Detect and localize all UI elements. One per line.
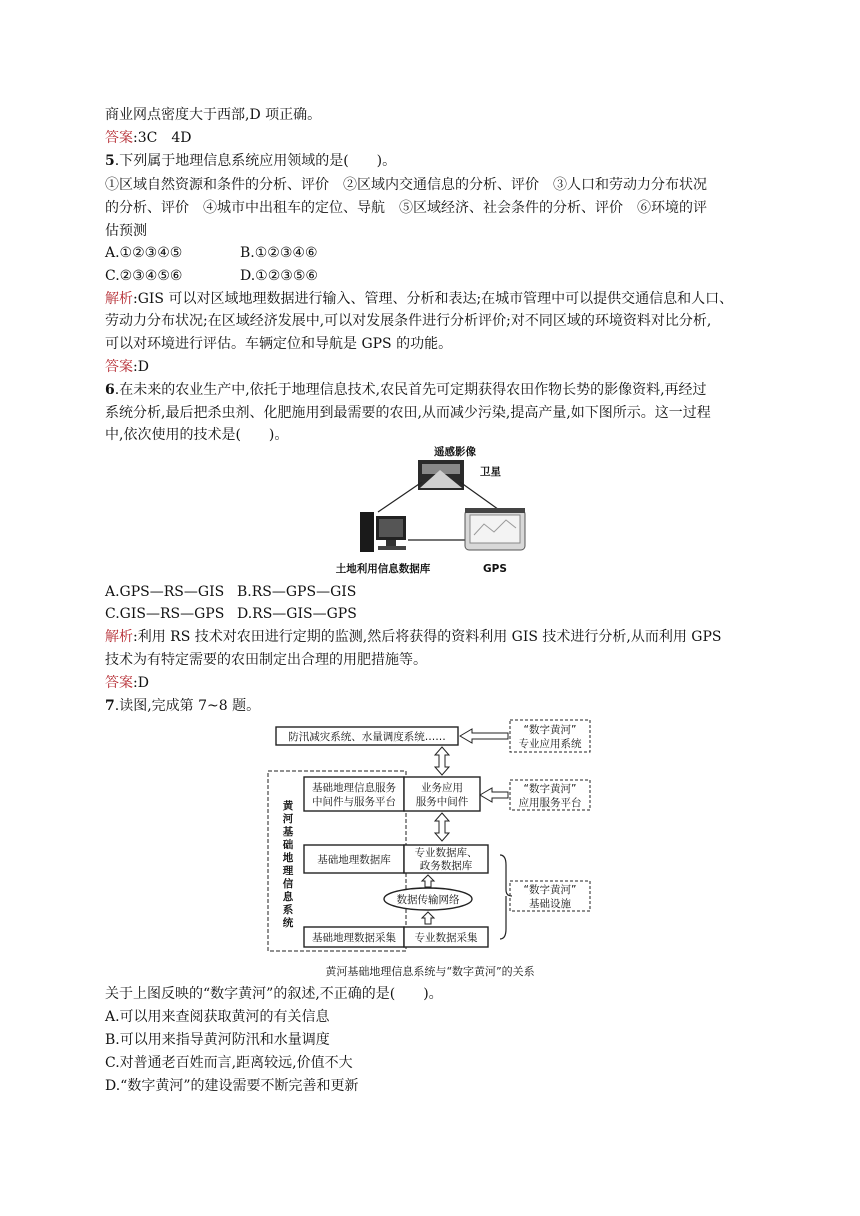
vertical-title-7: 信 bbox=[282, 878, 294, 890]
vertical-title-9: 系 bbox=[282, 904, 294, 916]
right-box-1-line1: “数字黄河” bbox=[523, 724, 577, 736]
answer-label: 答案 bbox=[105, 359, 133, 375]
option-a: A.GPS—RS—GIS bbox=[105, 584, 225, 600]
analysis-text: :利用 RS 技术对农田进行定期的监测,然后将获得的资料利用 GIS 技术进行分析,从而利用 GPS bbox=[133, 629, 722, 645]
right-box-3-line1: “数字黄河” bbox=[523, 884, 577, 896]
specialty-database-line2: 政务数据库 bbox=[419, 860, 473, 872]
connector-line bbox=[460, 482, 502, 512]
network-cloud-label: 数据传输网络 bbox=[396, 894, 460, 906]
vertical-title-6: 理 bbox=[282, 865, 294, 877]
specialty-data-collection-label: 专业数据采集 bbox=[414, 932, 478, 944]
question-text: .在未来的农业生产中,依托于地理信息技术,农民首先可定期获得农田作物长势的影像资料,再经过 bbox=[114, 382, 707, 398]
option-a: A.可以用来查阅获取黄河的有关信息 bbox=[105, 1009, 330, 1025]
double-arrow-middle bbox=[435, 813, 449, 841]
answer-value: :3C 4D bbox=[133, 130, 192, 146]
satellite-label: 卫星 bbox=[480, 466, 501, 478]
vertical-title-8: 息 bbox=[282, 891, 294, 903]
gps-device-icon bbox=[465, 508, 525, 550]
gis-service-line2: 中间件与服务平台 bbox=[312, 796, 396, 808]
option-b: B.①②③④⑥ bbox=[240, 245, 318, 261]
option-a: A.①②③④⑤ bbox=[105, 245, 183, 261]
analysis-line: 技术为有特定需要的农田制定出合理的用肥措施等。 bbox=[105, 652, 427, 668]
connector-line bbox=[378, 482, 422, 512]
option-d: D.RS—GIS—GPS bbox=[237, 606, 357, 622]
up-arrow-upper bbox=[422, 875, 434, 887]
gps-label: GPS bbox=[483, 563, 507, 575]
infrastructure-bracket bbox=[500, 855, 512, 939]
right-box-2-line1: “数字黄河” bbox=[523, 783, 577, 795]
geo-tech-figure bbox=[335, 440, 540, 580]
question-7-stem bbox=[105, 695, 260, 717]
vertical-title-2: 河 bbox=[282, 813, 294, 825]
computer-icon bbox=[360, 512, 406, 552]
gis-service-line1: 基础地理信息服务 bbox=[312, 782, 396, 794]
option-c: C.②③④⑤⑥ bbox=[105, 268, 183, 284]
vertical-title-5: 地 bbox=[282, 852, 294, 864]
option-d: D.“数字黄河”的建设需要不断完善和更新 bbox=[105, 1078, 359, 1094]
answer-value: :D bbox=[133, 359, 149, 375]
arrow-right-to-top bbox=[460, 729, 508, 743]
yellow-river-diagram bbox=[262, 715, 602, 955]
analysis-label: 解析 bbox=[105, 291, 133, 307]
question-text: .读图,完成第 7~8 题。 bbox=[114, 698, 261, 714]
vertical-title-3: 基 bbox=[282, 826, 294, 838]
vertical-title-10: 统 bbox=[282, 917, 294, 929]
text-line: ①区域自然资源和条件的分析、评价 ②区域内交通信息的分析、评价 ③人口和劳动力分布状况 bbox=[105, 177, 707, 193]
question-text: 关于上图反映的“数字黄河”的叙述,不正确的是( )。 bbox=[105, 986, 443, 1002]
answer-value: :D bbox=[133, 675, 149, 691]
answer-line bbox=[105, 127, 191, 149]
answer-line bbox=[105, 672, 149, 694]
right-box-3-line2: 基础设施 bbox=[529, 898, 571, 910]
vertical-title-4: 础 bbox=[282, 839, 294, 851]
base-data-collection-label: 基础地理数据采集 bbox=[312, 932, 396, 944]
right-box-2-line2: 应用服务平台 bbox=[518, 797, 582, 809]
option-c: C.对普通老百姓而言,距离较远,价值不大 bbox=[105, 1055, 353, 1071]
analysis-label: 解析 bbox=[105, 629, 133, 645]
base-database-label: 基础地理数据库 bbox=[317, 854, 391, 866]
question-5-stem bbox=[105, 150, 396, 172]
option-d: D.①②③⑤⑥ bbox=[240, 268, 318, 284]
question-6-stem bbox=[105, 379, 707, 401]
question-text: 中,依次使用的技术是( )。 bbox=[105, 427, 289, 443]
business-service-line1: 业务应用 bbox=[421, 782, 463, 794]
vertical-title-1: 黄 bbox=[282, 800, 294, 812]
remote-sensing-image bbox=[418, 460, 464, 490]
database-label: 土地利用信息数据库 bbox=[335, 563, 431, 575]
figure-caption: 黄河基础地理信息系统与“数字黄河”的关系 bbox=[325, 965, 535, 978]
question-number: 7 bbox=[105, 698, 115, 714]
right-box-1-line2: 专业应用系统 bbox=[518, 738, 582, 750]
text-line: 商业网点密度大于西部,D 项正确。 bbox=[105, 107, 322, 123]
answer-line bbox=[105, 356, 149, 378]
option-b: B.RS—GPS—GIS bbox=[237, 584, 357, 600]
question-text: .下列属于地理信息系统应用领域的是( )。 bbox=[114, 153, 397, 169]
top-box-label: 防汛减灾系统、水量调度系统…… bbox=[288, 731, 446, 743]
text-line: 的分析、评价 ④城市中出租车的定位、导航 ⑤区域经济、社会条件的分析、评价 ⑥环境的评 bbox=[105, 200, 707, 216]
question-text: 系统分析,最后把杀虫剂、化肥施用到最需要的农田,从而减少污染,提高产量,如下图所示。这一过程 bbox=[105, 405, 711, 421]
double-arrow-top bbox=[435, 747, 449, 775]
analysis-line bbox=[105, 288, 733, 310]
specialty-database-line1: 专业数据库、 bbox=[414, 847, 478, 859]
analysis-text: :GIS 可以对区域地理数据进行输入、管理、分析和表达;在城市管理中可以提供交通信息和人口、 bbox=[133, 291, 734, 307]
option-c: C.GIS—RS—GPS bbox=[105, 606, 225, 622]
answer-label: 答案 bbox=[105, 675, 133, 691]
arrow-right-to-service bbox=[480, 788, 508, 802]
question-number: 6 bbox=[105, 382, 115, 398]
analysis-line: 劳动力分布状况;在区域经济发展中,可以对发展条件进行分析评价;对不同区域的环境资料对比分析, bbox=[105, 313, 712, 329]
analysis-line: 可以对环境进行评估。车辆定位和导航是 GPS 的功能。 bbox=[105, 336, 453, 352]
analysis-line bbox=[105, 626, 722, 648]
question-number: 5 bbox=[105, 153, 115, 169]
option-b: B.可以用来指导黄河防汛和水量调度 bbox=[105, 1032, 330, 1048]
up-arrow-lower bbox=[422, 912, 434, 924]
rs-image-label: 遥感影像 bbox=[434, 446, 476, 458]
business-service-line2: 服务中间件 bbox=[415, 796, 469, 808]
answer-label: 答案 bbox=[105, 130, 133, 146]
text-line: 估预测 bbox=[105, 223, 147, 239]
